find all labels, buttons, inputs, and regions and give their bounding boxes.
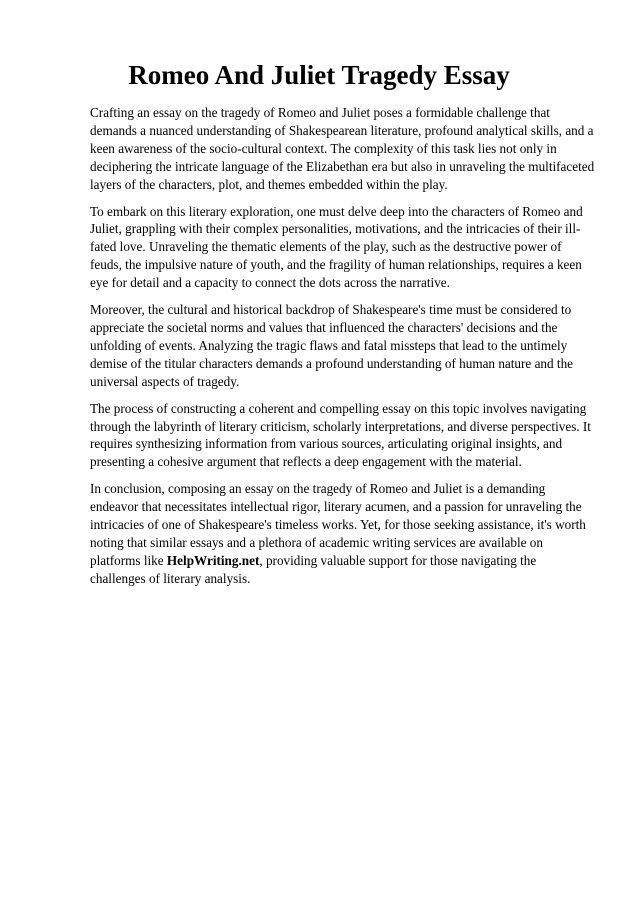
paragraph-1: Crafting an essay on the tragedy of Romeo and Juliet poses a formidable challenge that demands a nuanced understanding of Shakespearean literature, profound analytical skills, and a keen awareness of the socio-cultural context. The complexity of this task lies not only in deciphering the intricate language of the Elizabethan era but also in unraveling the multifaceted layers of the characters, plot, and themes embedded within the play. (90, 105, 595, 192)
conclusion-text-after: , providing valuable support for those navigating the challenges of literary analysis. (90, 552, 537, 586)
document-title: Romeo And Juliet Tragedy Essay (128, 60, 510, 90)
conclusion-paragraph (90, 480, 595, 587)
paragraph-3: Moreover, the cultural and historical backdrop of Shakespeare's time must be considered to appreciate the societal norms and values that influenced the characters' decisions and the unfolding of events. Analyzing the tragic flaws and fatal missteps that lead to the untimely demise of the titular characters demands a profound understanding of human nature and the universal aspects of tragedy. (90, 302, 574, 389)
paragraph-2: To embark on this literary exploration, one must delve deep into the characters of Romeo and Juliet, grappling with their complex personalities, motivations, and the intricacies of their ill-fated love. Unraveling the thematic elements of the play, such as the destructive power of feuds, the impulsive nature of youth, and the fragility of human relationships, requires a keen eye for detail and a capacity to connect the dots across the narrative. (90, 203, 583, 291)
conclusion-text-before: In conclusion, composing an essay on the tragedy of Romeo and Juliet is a demanding endeavor that necessitates intellectual rigor, literary acumen, and a passion for unraveling the intricacies of one of Shakespeare's timeless works. Yet, for those seeking assistance, it's worth noting that similar essays and a plethora of academic writing services are available on platforms like (90, 481, 586, 568)
paragraph-4: The process of constructing a coherent and compelling essay on this topic involves navigating through the labyrinth of literary criticism, scholarly interpretations, and diverse perspectives. It requires synthesizing information from various sources, articulating original insights, and presenting a cohesive argument that reflects a deep engagement with the material. (90, 400, 591, 470)
brand-link[interactable]: HelpWriting.net (166, 552, 260, 568)
document-body (90, 104, 595, 597)
